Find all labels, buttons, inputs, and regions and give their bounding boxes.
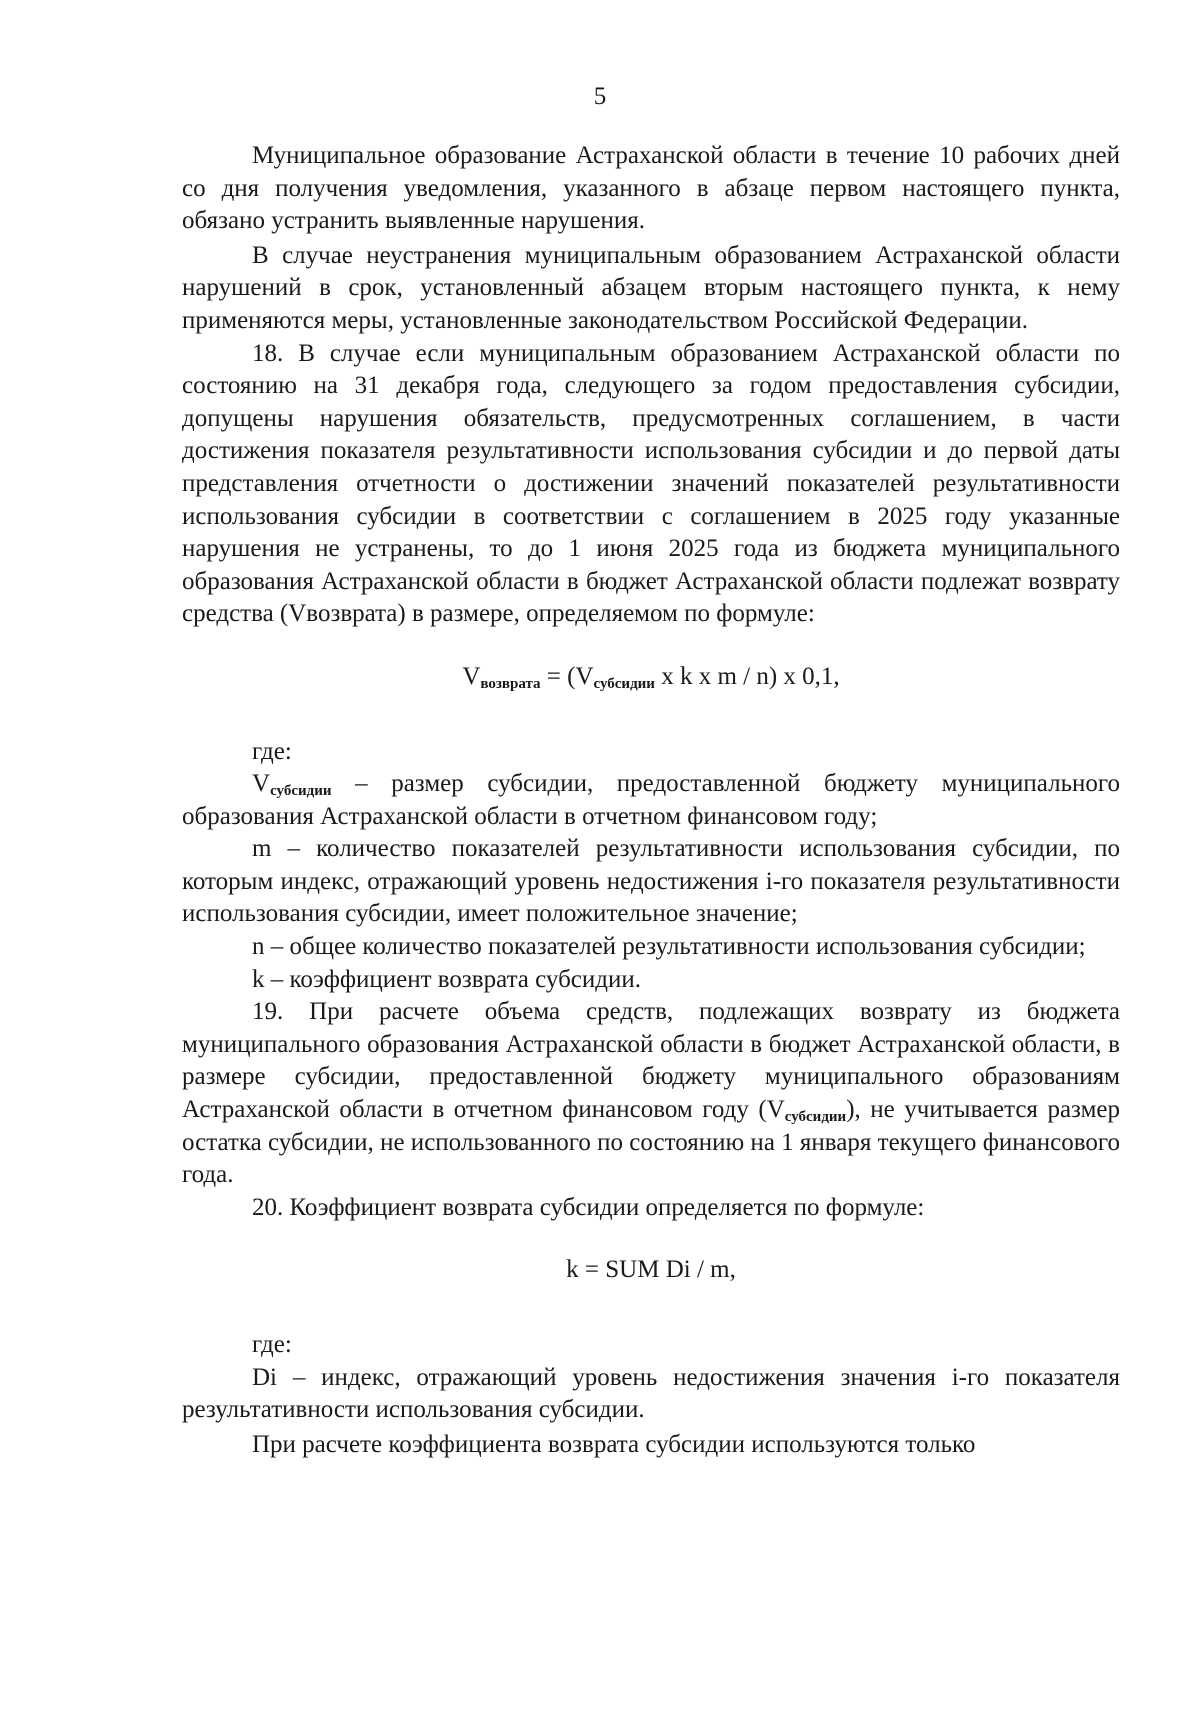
where-label-1: где: — [252, 737, 292, 765]
definition-m: m – количество показателей результативности использования субсидии, по которым индекс, отражающий уровень недостижения i-го показателя результативности использования субсидии, имеет положительное значение; — [182, 835, 1120, 928]
where-label-2: где: — [252, 1331, 292, 1358]
paragraph-19 — [182, 996, 1120, 1192]
document-body — [182, 140, 1120, 1461]
formula-coefficient: k = SUM Di / m, — [566, 1256, 736, 1284]
page-number: 5 — [593, 83, 607, 110]
paragraph-18: 18. В случае если муниципальным образованием Астраханской области по состоянию на 31 декабря года, следующего за годом предоставления субсидии, допущены нарушения обязательств, предусмотренных соглашением, в части достижения показателя результативности использования субсидии и до первой даты представления отчетности о достижении значений показателей результативности использования субсидии в соответствии с соглашением в 2025 году указанные нарушения не устранены, то до 1 июня 2025 года из бюджета муниципального образования Астраханской области в бюджет Астраханской области подлежат возврату средства (Vвозврата) в размере, определяемом по формуле: — [182, 339, 1120, 628]
definition-k: k – коэффициент возврата субсидии. — [252, 965, 642, 993]
p19-end: ), не учитывается размер остатка субсидии, не использованного по состоянию на 1 января текущего финансового года. — [182, 1096, 1120, 1189]
paragraph-municipal-obligation: Муниципальное образование Астраханской области в течение 10 рабочих дней со дня получения уведомления, указанного в абзаце первом настоящего пункта, обязано устранить выявленные нарушения. — [182, 142, 1120, 235]
definition-v-subsidy — [182, 768, 1120, 833]
definition-di: Di – индекс, отражающий уровень недостижения значения i-го показателя результативности использования субсидии. — [182, 1363, 1120, 1424]
def-v-sub: субсидии — [270, 783, 332, 800]
definition-n: n – общее количество показателей результативности использования субсидии; — [252, 933, 1086, 961]
def-v-text: – размер субсидии, предоставленной бюджету муниципального образования Астраханской области в отчетном финансовом году; — [182, 770, 1120, 830]
formula-middle: = (V — [540, 662, 594, 690]
formula-return-volume — [182, 661, 1120, 694]
p19-sub: субсидии — [784, 1109, 847, 1126]
paragraph-non-elimination: В случае неустранения муниципальным образованием Астраханской области нарушений в срок, установленный абзацем вторым настоящего пункта, к нему применяются меры, установленные законодательством Российской Федерации. — [182, 241, 1120, 334]
paragraph-last: При расчете коэффициента возврата субсидии используются только — [252, 1430, 976, 1458]
paragraph-20: 20. Коэффициент возврата субсидии определяется по формуле: — [252, 1193, 925, 1221]
formula-sub-return: возврата — [480, 675, 541, 692]
formula-sub-subsidy: субсидии — [593, 675, 655, 692]
p19-start: 19. При расчете объема средств, подлежащих возврату из бюджета муниципального образования Астраханской области в бюджет Астраханской области, в размере субсидии, предоставленной бюджету муниципального образованиям Астраханской области в отчетном финансовом году (V — [182, 998, 1120, 1124]
formula-rest: x k x m / n) x 0,1, — [654, 662, 840, 690]
formula-v: V — [462, 662, 481, 690]
def-v-letter: V — [252, 770, 271, 798]
